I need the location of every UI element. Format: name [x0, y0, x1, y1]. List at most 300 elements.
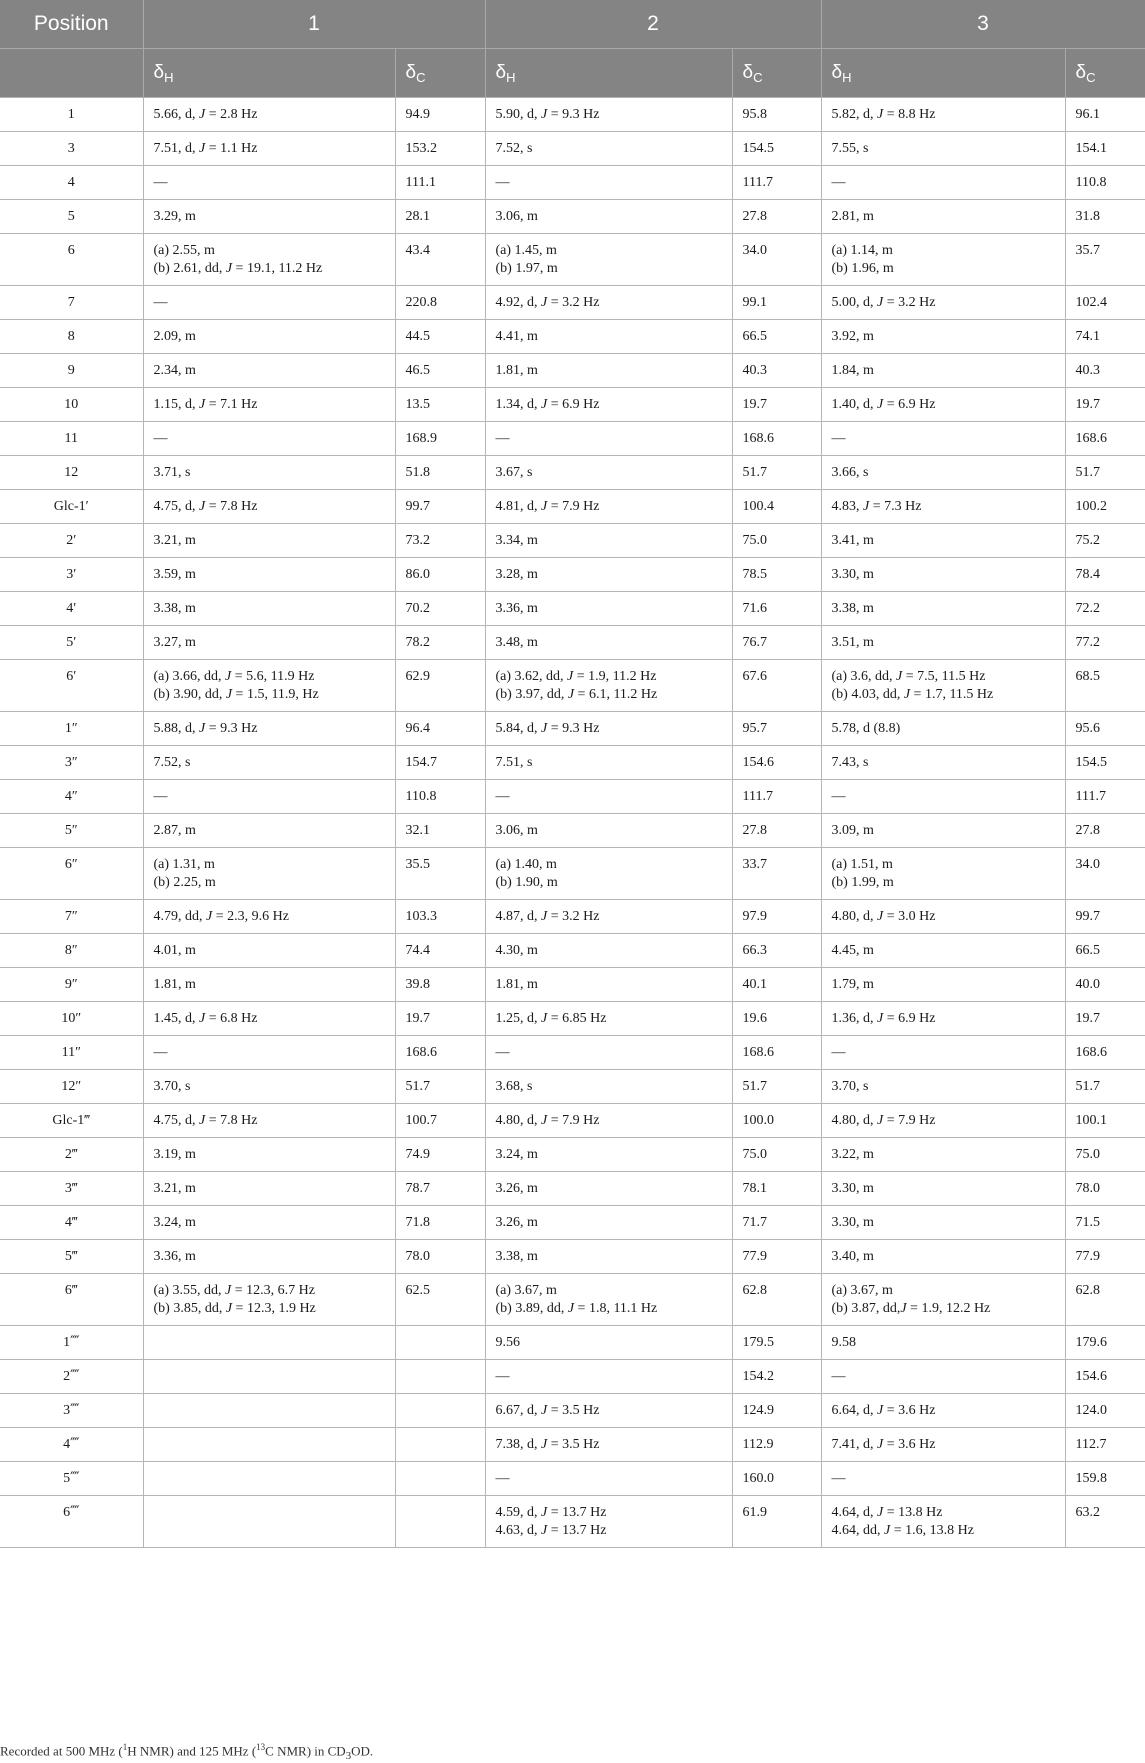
delta-h-value: (a) 1.51, m	[831, 857, 893, 872]
position-cell: 2′	[0, 524, 143, 558]
delta-h-value: (b) 3.90, dd, J = 1.5, 11.9, Hz	[153, 687, 319, 702]
delta-h-cell-compound-1	[143, 1036, 395, 1070]
position-cell: 7″	[0, 900, 143, 934]
table-row	[0, 1240, 1145, 1274]
footnote-part: 1	[122, 1742, 128, 1752]
delta-h-value: 7.51, d, J = 1.1 Hz	[153, 141, 258, 156]
table-row	[0, 200, 1145, 234]
delta-h-cell-compound-3	[821, 558, 1065, 592]
header-compound-3: 3	[821, 0, 1145, 49]
delta-c-cell-compound-1: 28.1	[395, 200, 485, 234]
delta-h-value: 7.43, s	[831, 755, 869, 770]
delta-c-cell-compound-2: 95.7	[732, 712, 821, 746]
delta-h-value: 4.80, d, J = 3.0 Hz	[831, 909, 936, 924]
delta-c-cell-compound-2: 61.9	[732, 1496, 821, 1548]
position-cell: 6″	[0, 848, 143, 900]
delta-h-value: 4.81, d, J = 7.9 Hz	[495, 499, 600, 514]
delta-c-cell-compound-3: 19.7	[1065, 388, 1145, 422]
delta-h-cell-compound-1	[143, 286, 395, 320]
position-cell: 8	[0, 320, 143, 354]
delta-c-cell-compound-3: 99.7	[1065, 900, 1145, 934]
delta-h-value: 5.84, d, J = 9.3 Hz	[495, 721, 600, 736]
delta-h-cell-compound-1	[143, 746, 395, 780]
table-row	[0, 848, 1145, 900]
delta-h-cell-compound-3	[821, 1326, 1065, 1360]
position-cell: 4	[0, 166, 143, 200]
delta-h-cell-compound-1	[143, 132, 395, 166]
delta-c-cell-compound-3: 78.4	[1065, 558, 1145, 592]
delta-c-cell-compound-3: 110.8	[1065, 166, 1145, 200]
header-position: Position	[0, 0, 143, 49]
table-row	[0, 1274, 1145, 1326]
delta-h-cell-compound-2	[485, 780, 732, 814]
delta-c-cell-compound-3: 179.6	[1065, 1326, 1145, 1360]
delta-h-value: 3.66, s	[831, 465, 869, 480]
delta-c-cell-compound-3: 78.0	[1065, 1172, 1145, 1206]
position-cell: 2‴	[0, 1138, 143, 1172]
position-cell: 9″	[0, 968, 143, 1002]
delta-h-value: 3.29, m	[153, 209, 196, 224]
footnote-part: C NMR) in CD	[265, 1743, 346, 1759]
delta-h-value: 2.09, m	[153, 329, 196, 344]
delta-h-cell-compound-1	[143, 354, 395, 388]
delta-h-cell-compound-2	[485, 166, 732, 200]
table-row	[0, 592, 1145, 626]
delta-h-value: 3.26, m	[495, 1215, 538, 1230]
delta-c-cell-compound-3: 112.7	[1065, 1428, 1145, 1462]
delta-c-cell-compound-1: 86.0	[395, 558, 485, 592]
delta-h-cell-compound-3	[821, 626, 1065, 660]
delta-h-cell-compound-1	[143, 200, 395, 234]
delta-h-value: (b) 1.99, m	[831, 875, 894, 890]
delta-h-value: 4.80, d, J = 7.9 Hz	[831, 1113, 936, 1128]
delta-c-cell-compound-3: 168.6	[1065, 422, 1145, 456]
delta-h-cell-compound-1	[143, 1274, 395, 1326]
delta-h-cell-compound-3	[821, 814, 1065, 848]
delta-h-value: 3.92, m	[831, 329, 874, 344]
delta-h-value: —	[831, 1471, 846, 1486]
delta-h-cell-compound-2	[485, 456, 732, 490]
delta-c-cell-compound-2: 51.7	[732, 1070, 821, 1104]
delta-c-cell-compound-2: 100.0	[732, 1104, 821, 1138]
delta-h-value: 3.38, m	[831, 601, 874, 616]
delta-c-cell-compound-3: 40.0	[1065, 968, 1145, 1002]
table-row	[0, 1070, 1145, 1104]
footnote-part: 13	[256, 1742, 266, 1752]
delta-h-cell-compound-1	[143, 900, 395, 934]
delta-c-cell-compound-1: 32.1	[395, 814, 485, 848]
delta-h-value: 3.06, m	[495, 823, 538, 838]
delta-h-value: 6.64, d, J = 3.6 Hz	[831, 1403, 936, 1418]
delta-h-value: 3.38, m	[153, 601, 196, 616]
position-cell: 4⁗	[0, 1428, 143, 1462]
delta-h-cell-compound-3	[821, 1360, 1065, 1394]
delta-h-value: 4.45, m	[831, 943, 874, 958]
delta-c-cell-compound-1: 73.2	[395, 524, 485, 558]
delta-h-value: 3.34, m	[495, 533, 538, 548]
delta-c-cell-compound-1: 39.8	[395, 968, 485, 1002]
position-cell: 1″	[0, 712, 143, 746]
delta-h-cell-compound-2	[485, 660, 732, 712]
delta-c-cell-compound-2: 154.2	[732, 1360, 821, 1394]
delta-h-cell-compound-1	[143, 968, 395, 1002]
delta-c-cell-compound-1: 19.7	[395, 1002, 485, 1036]
delta-h-cell-compound-3	[821, 1274, 1065, 1326]
delta-c-cell-compound-1: 168.6	[395, 1036, 485, 1070]
delta-c-cell-compound-1: 153.2	[395, 132, 485, 166]
delta-h-value: 4.41, m	[495, 329, 538, 344]
delta-c-cell-compound-3: 124.0	[1065, 1394, 1145, 1428]
delta-c-cell-compound-2: 75.0	[732, 1138, 821, 1172]
delta-h-cell-compound-3	[821, 780, 1065, 814]
position-cell: 3″	[0, 746, 143, 780]
delta-h-value: 3.21, m	[153, 1181, 196, 1196]
delta-h-cell-compound-2	[485, 592, 732, 626]
delta-h-value: 1.79, m	[831, 977, 874, 992]
header-compound-1: 1	[143, 0, 485, 49]
delta-h-cell-compound-1	[143, 712, 395, 746]
delta-c-cell-compound-2: 168.6	[732, 422, 821, 456]
delta-h-value: 1.34, d, J = 6.9 Hz	[495, 397, 600, 412]
delta-h-cell-compound-2	[485, 132, 732, 166]
delta-h-value: 3.24, m	[495, 1147, 538, 1162]
delta-h-cell-compound-3	[821, 286, 1065, 320]
delta-h-cell-compound-2	[485, 934, 732, 968]
table-row	[0, 234, 1145, 286]
table-row	[0, 524, 1145, 558]
delta-c-cell-compound-2: 168.6	[732, 1036, 821, 1070]
table-row	[0, 132, 1145, 166]
delta-c-cell-compound-3: 75.0	[1065, 1138, 1145, 1172]
delta-h-cell-compound-2	[485, 422, 732, 456]
delta-h-cell-compound-1	[143, 660, 395, 712]
delta-h-value: 7.41, d, J = 3.6 Hz	[831, 1437, 936, 1452]
delta-h-value: —	[831, 789, 846, 804]
delta-h-value: 3.70, s	[153, 1079, 191, 1094]
delta-h-cell-compound-3	[821, 1172, 1065, 1206]
delta-h-value: 5.66, d, J = 2.8 Hz	[153, 107, 258, 122]
table-row	[0, 814, 1145, 848]
delta-h-cell-compound-3	[821, 234, 1065, 286]
delta-h-cell-compound-2	[485, 354, 732, 388]
table-row	[0, 934, 1145, 968]
delta-h-value: (b) 3.89, dd, J = 1.8, 11.1 Hz	[495, 1301, 658, 1316]
delta-c-cell-compound-3: 74.1	[1065, 320, 1145, 354]
table-row	[0, 1496, 1145, 1548]
delta-h-cell-compound-2	[485, 234, 732, 286]
delta-h-value: 5.82, d, J = 8.8 Hz	[831, 107, 936, 122]
delta-c-cell-compound-2: 179.5	[732, 1326, 821, 1360]
delta-c-cell-compound-2: 19.6	[732, 1002, 821, 1036]
position-cell: 4‴	[0, 1206, 143, 1240]
delta-c-cell-compound-3: 34.0	[1065, 848, 1145, 900]
delta-h-value: 3.41, m	[831, 533, 874, 548]
delta-h-cell-compound-2	[485, 1172, 732, 1206]
delta-h-cell-compound-1	[143, 1360, 395, 1394]
delta-c-cell-compound-3: 154.6	[1065, 1360, 1145, 1394]
delta-h-value: 4.79, dd, J = 2.3, 9.6 Hz	[153, 909, 289, 924]
delta-c-cell-compound-1: 154.7	[395, 746, 485, 780]
delta-h-value: 3.36, m	[153, 1249, 196, 1264]
table-row	[0, 1002, 1145, 1036]
delta-h-value: 2.81, m	[831, 209, 874, 224]
table-row	[0, 1138, 1145, 1172]
header-delta-c: $\delta_C$	[395, 49, 485, 98]
delta-h-cell-compound-1	[143, 524, 395, 558]
delta-h-cell-compound-1	[143, 558, 395, 592]
delta-h-cell-compound-2	[485, 1036, 732, 1070]
delta-h-value: —	[495, 1369, 510, 1384]
delta-c-cell-compound-2: 27.8	[732, 814, 821, 848]
delta-c-cell-compound-2: 19.7	[732, 388, 821, 422]
delta-h-cell-compound-3	[821, 1070, 1065, 1104]
delta-c-cell-compound-3: 62.8	[1065, 1274, 1145, 1326]
delta-h-value: (b) 1.90, m	[495, 875, 558, 890]
delta-c-cell-compound-2: 66.5	[732, 320, 821, 354]
delta-c-cell-compound-3: 31.8	[1065, 200, 1145, 234]
delta-h-value: 4.01, m	[153, 943, 196, 958]
delta-h-cell-compound-2	[485, 712, 732, 746]
delta-c-cell-compound-3: 154.5	[1065, 746, 1145, 780]
delta-c-cell-compound-1: 111.1	[395, 166, 485, 200]
header-delta-h: $\delta_H$	[821, 49, 1065, 98]
delta-h-value: —	[495, 1471, 510, 1486]
delta-h-value: —	[831, 1045, 846, 1060]
delta-h-cell-compound-1	[143, 626, 395, 660]
delta-c-cell-compound-2: 76.7	[732, 626, 821, 660]
delta-h-value: —	[153, 175, 168, 190]
table-row	[0, 388, 1145, 422]
position-cell: 3′	[0, 558, 143, 592]
delta-h-cell-compound-1	[143, 490, 395, 524]
delta-h-value: 4.75, d, J = 7.8 Hz	[153, 499, 258, 514]
delta-h-value: 3.71, s	[153, 465, 191, 480]
delta-h-cell-compound-3	[821, 660, 1065, 712]
delta-h-value: 4.87, d, J = 3.2 Hz	[495, 909, 600, 924]
delta-h-cell-compound-3	[821, 712, 1065, 746]
table-row	[0, 626, 1145, 660]
delta-h-value: (b) 1.97, m	[495, 261, 558, 276]
table-row	[0, 780, 1145, 814]
table-row	[0, 98, 1145, 132]
delta-c-cell-compound-3: 71.5	[1065, 1206, 1145, 1240]
header-row-shifts	[0, 49, 1145, 98]
delta-c-cell-compound-2: 100.4	[732, 490, 821, 524]
delta-c-cell-compound-3: 95.6	[1065, 712, 1145, 746]
delta-h-value: 9.56	[495, 1335, 520, 1350]
table-row	[0, 968, 1145, 1002]
delta-h-value: 5.00, d, J = 3.2 Hz	[831, 295, 936, 310]
position-cell: 3	[0, 132, 143, 166]
delta-h-value: 1.81, m	[153, 977, 196, 992]
delta-h-value: 1.45, d, J = 6.8 Hz	[153, 1011, 258, 1026]
delta-h-value: 1.40, d, J = 6.9 Hz	[831, 397, 936, 412]
position-cell: 5	[0, 200, 143, 234]
delta-h-cell-compound-3	[821, 1428, 1065, 1462]
delta-c-cell-compound-1: 168.9	[395, 422, 485, 456]
delta-h-cell-compound-2	[485, 1428, 732, 1462]
delta-h-cell-compound-2	[485, 746, 732, 780]
delta-c-cell-compound-1: 110.8	[395, 780, 485, 814]
delta-h-cell-compound-2	[485, 98, 732, 132]
table-row	[0, 712, 1145, 746]
delta-h-value: 5.90, d, J = 9.3 Hz	[495, 107, 600, 122]
footnote-part: 3	[345, 1749, 352, 1762]
delta-h-value: 4.64, d, J = 13.8 Hz	[831, 1505, 943, 1520]
delta-c-cell-compound-2: 112.9	[732, 1428, 821, 1462]
delta-h-value: 3.40, m	[831, 1249, 874, 1264]
position-cell: 9	[0, 354, 143, 388]
position-cell: 6	[0, 234, 143, 286]
delta-h-cell-compound-3	[821, 354, 1065, 388]
delta-h-cell-compound-1	[143, 780, 395, 814]
position-cell: 5′	[0, 626, 143, 660]
delta-h-value: (b) 3.85, dd, J = 12.3, 1.9 Hz	[153, 1301, 316, 1316]
delta-c-cell-compound-1: 78.0	[395, 1240, 485, 1274]
delta-h-value: —	[831, 431, 846, 446]
delta-c-cell-compound-1: 78.2	[395, 626, 485, 660]
delta-h-value: 7.38, d, J = 3.5 Hz	[495, 1437, 600, 1452]
delta-c-cell-compound-2: 40.1	[732, 968, 821, 1002]
position-cell: 7	[0, 286, 143, 320]
position-cell: Glc-1′	[0, 490, 143, 524]
delta-h-cell-compound-1	[143, 166, 395, 200]
table-row	[0, 286, 1145, 320]
table-row	[0, 1360, 1145, 1394]
table-row	[0, 422, 1145, 456]
delta-h-cell-compound-2	[485, 1206, 732, 1240]
delta-h-value: 3.36, m	[495, 601, 538, 616]
delta-c-cell-compound-1: 62.9	[395, 660, 485, 712]
delta-h-cell-compound-1	[143, 592, 395, 626]
delta-c-cell-compound-3: 77.2	[1065, 626, 1145, 660]
delta-c-cell-compound-2: 71.6	[732, 592, 821, 626]
delta-c-cell-compound-3: 75.2	[1065, 524, 1145, 558]
delta-c-cell-compound-3: 68.5	[1065, 660, 1145, 712]
delta-h-cell-compound-2	[485, 1002, 732, 1036]
position-cell: 6‴	[0, 1274, 143, 1326]
delta-h-cell-compound-2	[485, 1104, 732, 1138]
delta-c-cell-compound-1	[395, 1428, 485, 1462]
delta-h-cell-compound-2	[485, 1070, 732, 1104]
table-row	[0, 1206, 1145, 1240]
position-cell: 3⁗	[0, 1394, 143, 1428]
delta-h-cell-compound-2	[485, 524, 732, 558]
footnote-part: Recorded at 500 MHz (	[0, 1743, 123, 1759]
delta-h-cell-compound-3	[821, 746, 1065, 780]
position-cell: 3‴	[0, 1172, 143, 1206]
delta-h-cell-compound-3	[821, 848, 1065, 900]
delta-h-value: 3.26, m	[495, 1181, 538, 1196]
delta-h-value: 3.38, m	[495, 1249, 538, 1264]
delta-c-cell-compound-1: 220.8	[395, 286, 485, 320]
header-compound-2: 2	[485, 0, 821, 49]
delta-h-cell-compound-1	[143, 1172, 395, 1206]
delta-c-cell-compound-1: 71.8	[395, 1206, 485, 1240]
delta-h-cell-compound-3	[821, 1240, 1065, 1274]
delta-c-cell-compound-2: 75.0	[732, 524, 821, 558]
delta-h-cell-compound-3	[821, 1496, 1065, 1548]
delta-h-cell-compound-2	[485, 1496, 732, 1548]
delta-h-cell-compound-3	[821, 200, 1065, 234]
delta-c-cell-compound-3: 168.6	[1065, 1036, 1145, 1070]
delta-c-cell-compound-2: 71.7	[732, 1206, 821, 1240]
table-row	[0, 456, 1145, 490]
delta-h-value: 3.28, m	[495, 567, 538, 582]
delta-h-value: 3.30, m	[831, 1181, 874, 1196]
delta-h-cell-compound-3	[821, 422, 1065, 456]
delta-h-value: 3.59, m	[153, 567, 196, 582]
delta-h-cell-compound-3	[821, 900, 1065, 934]
delta-h-value: 3.09, m	[831, 823, 874, 838]
delta-h-cell-compound-3	[821, 98, 1065, 132]
delta-c-cell-compound-1: 74.9	[395, 1138, 485, 1172]
delta-h-value: (a) 1.14, m	[831, 243, 893, 258]
delta-c-cell-compound-2: 111.7	[732, 166, 821, 200]
delta-c-cell-compound-2: 78.5	[732, 558, 821, 592]
delta-h-cell-compound-2	[485, 490, 732, 524]
delta-h-value: (b) 2.61, dd, J = 19.1, 11.2 Hz	[153, 261, 323, 276]
delta-c-cell-compound-2: 99.1	[732, 286, 821, 320]
delta-c-cell-compound-3: 154.1	[1065, 132, 1145, 166]
delta-h-value: 4.64, dd, J = 1.6, 13.8 Hz	[831, 1523, 974, 1538]
delta-c-cell-compound-3: 19.7	[1065, 1002, 1145, 1036]
delta-h-value: —	[495, 175, 510, 190]
delta-h-cell-compound-3	[821, 934, 1065, 968]
delta-c-cell-compound-1: 103.3	[395, 900, 485, 934]
delta-h-value: 4.30, m	[495, 943, 538, 958]
delta-h-value: 1.25, d, J = 6.85 Hz	[495, 1011, 607, 1026]
delta-c-cell-compound-1: 100.7	[395, 1104, 485, 1138]
delta-h-value: (b) 4.03, dd, J = 1.7, 11.5 Hz	[831, 687, 994, 702]
delta-c-cell-compound-2: 77.9	[732, 1240, 821, 1274]
table-row	[0, 354, 1145, 388]
position-cell: 5″	[0, 814, 143, 848]
delta-h-value: (b) 3.87, dd,J = 1.9, 12.2 Hz	[831, 1301, 991, 1316]
delta-h-cell-compound-3	[821, 1036, 1065, 1070]
delta-c-cell-compound-2: 51.7	[732, 456, 821, 490]
delta-h-value: 4.63, d, J = 13.7 Hz	[495, 1523, 607, 1538]
table-row	[0, 1428, 1145, 1462]
delta-h-value: 3.67, s	[495, 465, 533, 480]
delta-h-cell-compound-1	[143, 848, 395, 900]
table-footnote	[0, 1742, 373, 1762]
delta-h-cell-compound-1	[143, 934, 395, 968]
table-row	[0, 1104, 1145, 1138]
delta-c-cell-compound-1: 99.7	[395, 490, 485, 524]
delta-c-cell-compound-2: 160.0	[732, 1462, 821, 1496]
position-cell: 1⁗	[0, 1326, 143, 1360]
position-cell: 5‴	[0, 1240, 143, 1274]
delta-h-value: (a) 3.67, m	[495, 1283, 557, 1298]
delta-h-value: (a) 2.55, m	[153, 243, 215, 258]
delta-h-value: 1.15, d, J = 7.1 Hz	[153, 397, 258, 412]
delta-h-cell-compound-2	[485, 814, 732, 848]
delta-c-cell-compound-2: 111.7	[732, 780, 821, 814]
delta-c-cell-compound-1: 74.4	[395, 934, 485, 968]
delta-h-cell-compound-2	[485, 848, 732, 900]
delta-c-cell-compound-3: 40.3	[1065, 354, 1145, 388]
delta-h-value: —	[831, 1369, 846, 1384]
delta-h-value: 1.84, m	[831, 363, 874, 378]
table-row	[0, 1036, 1145, 1070]
delta-h-value: —	[495, 431, 510, 446]
delta-c-cell-compound-3: 51.7	[1065, 1070, 1145, 1104]
position-cell: 1	[0, 98, 143, 132]
delta-c-cell-compound-2: 154.5	[732, 132, 821, 166]
position-cell: 12	[0, 456, 143, 490]
delta-c-cell-compound-2: 66.3	[732, 934, 821, 968]
